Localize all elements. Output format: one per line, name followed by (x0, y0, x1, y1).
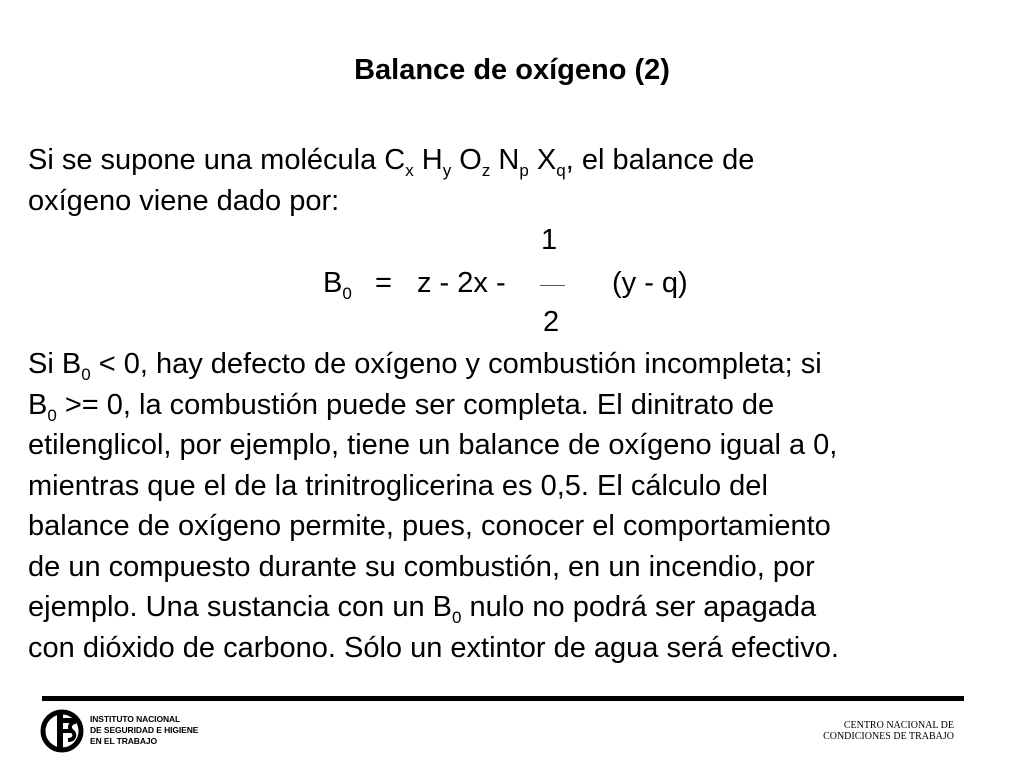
body-line-4: mientras que el de la trinitroglicerina es 0,5. El cálculo del (28, 469, 768, 502)
body-text: ejemplo. Una sustancia con un B (28, 591, 452, 623)
formula-numerator: 1 (541, 224, 558, 256)
body-paragraph (28, 344, 1008, 668)
subscript-0: 0 (451, 608, 462, 627)
body-line-6: de un compuesto durante su combustión, en un incendio, por (28, 550, 815, 583)
formula-lhs-symbol: B (323, 267, 343, 299)
intro-line-1 (28, 140, 1008, 181)
body-line-7 (28, 587, 1008, 628)
intro-line-2: oxígeno viene dado por: (28, 184, 340, 217)
body-text: < 0, hay defecto de oxígeno y combustión incompleta; si (90, 348, 822, 380)
body-line-3: etilenglicol, por ejemplo, tiene un balance de oxígeno igual a 0, (28, 429, 838, 461)
body-line-2 (28, 385, 1008, 426)
logo-text-line: DE SEGURIDAD E HIGIENE (90, 725, 199, 735)
footer-center-name (823, 720, 954, 742)
body-text: B (28, 388, 48, 421)
formula-denominator: 2 (543, 306, 560, 338)
subscript-0: 0 (81, 365, 91, 384)
subscript-q: q (556, 161, 566, 180)
body-text: nulo no podrá ser apagada (461, 591, 817, 623)
logo-text-line: INSTITUTO NACIONAL (90, 714, 181, 724)
body-line-1 (28, 344, 1008, 385)
fraction-bar (540, 285, 565, 286)
formula-factor: (y - q) (612, 267, 688, 299)
logo-text (90, 714, 198, 747)
intro-paragraph (28, 140, 1008, 221)
formula-lhs-subscript: 0 (342, 284, 352, 303)
footer-text-line: CENTRO NACIONAL DE (843, 720, 954, 731)
formula-expression: z - 2x - (417, 267, 506, 299)
body-line-8: con dióxido de carbono. Sólo un extintor de agua será efectivo. (28, 631, 839, 664)
subscript-y: y (442, 161, 452, 180)
formula-lhs (323, 265, 352, 301)
intro-text: H (413, 144, 443, 176)
intro-text: Si se supone una molécula C (28, 144, 406, 176)
intro-text: N (490, 144, 520, 176)
subscript-p: p (519, 161, 529, 180)
subscript-0: 0 (47, 405, 57, 425)
intro-text: O (451, 144, 482, 176)
formula-equals: = (375, 267, 392, 299)
subscript-z: z (481, 161, 491, 180)
footer-text-line: CONDICIONES DE TRABAJO (823, 731, 954, 742)
slide-title: Balance de oxígeno (2) (354, 54, 670, 86)
intro-text: , el balance de (565, 144, 755, 176)
insht-emblem-icon (40, 708, 88, 754)
intro-text: X (528, 144, 557, 176)
subscript-x: x (405, 161, 414, 180)
body-text: Si B (28, 348, 82, 380)
body-line-5: balance de oxígeno permite, pues, conocer el comportamiento (28, 510, 831, 542)
body-text: >= 0, la combustión puede ser completa. El dinitrato de (56, 388, 775, 421)
footer-divider (42, 696, 964, 701)
logo-text-line: EN EL TRABAJO (90, 736, 158, 746)
